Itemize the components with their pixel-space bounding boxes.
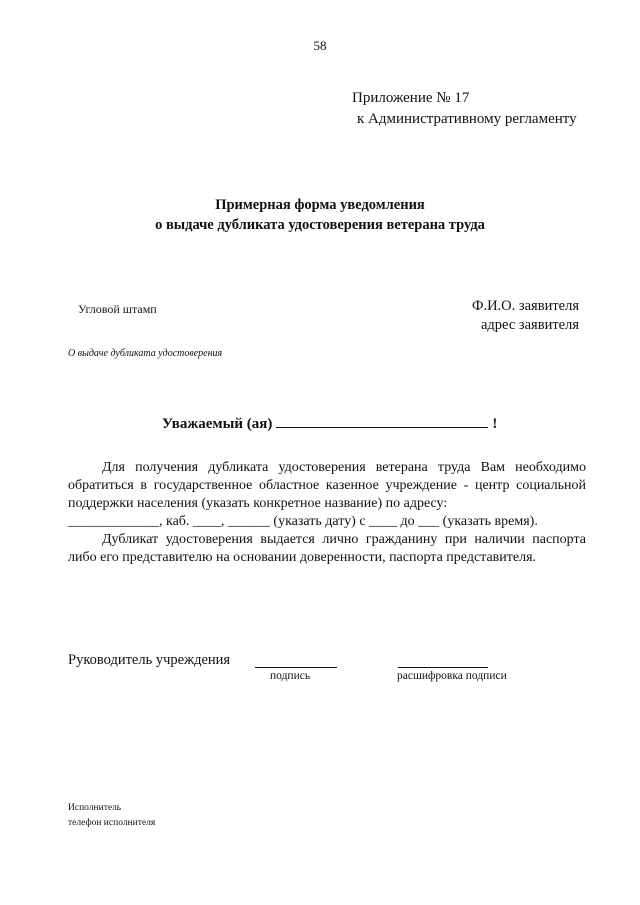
executor-footer bbox=[68, 801, 155, 831]
head-of-institution-label: Руководитель учреждения bbox=[68, 652, 231, 668]
subject-line: О выдаче дубликата удостоверения bbox=[68, 348, 223, 359]
corner-stamp-label: Угловой штамп bbox=[78, 302, 157, 316]
greeting-prefix: Уважаемый (ая) bbox=[162, 416, 273, 432]
notification-body bbox=[68, 459, 586, 567]
applicant-address-label: адрес заявителя bbox=[480, 317, 580, 333]
executor-phone-label: телефон исполнителя bbox=[68, 818, 156, 828]
body-paragraph-2: Дубликат удостоверения выдается лично гражданину при наличии паспорта либо его представителю на основании доверенности, паспорта представителя. bbox=[68, 532, 586, 565]
recipient-name-blank bbox=[276, 413, 488, 428]
applicant-name-label: Ф.И.О. заявителя bbox=[472, 298, 580, 314]
body-paragraph-1: Для получения дубликата удостоверения ветерана труда Вам необходимо обратиться в государственное областное казенное учреждение - центр социальной поддержки населения (указать конкретное название) по адресу: bbox=[68, 460, 586, 511]
greeting-suffix: ! bbox=[492, 416, 498, 432]
appendix-regulation: к Административному регламенту bbox=[357, 111, 577, 127]
executor-label: Исполнитель bbox=[68, 803, 122, 813]
title-line-1: Примерная форма уведомления bbox=[215, 197, 425, 213]
greeting bbox=[162, 413, 497, 433]
signature-line bbox=[255, 667, 337, 668]
appendix-reference bbox=[352, 88, 577, 130]
document-title bbox=[0, 195, 640, 235]
decoding-caption: расшифровка подписи bbox=[397, 670, 507, 682]
signature-caption: подпись bbox=[270, 670, 311, 682]
page-number: 58 bbox=[313, 38, 327, 53]
appendix-number: Приложение № 17 bbox=[352, 90, 470, 106]
applicant-block bbox=[472, 297, 579, 335]
body-paragraph-1-tail: _____________, каб. ____, ______ (указать дату) с ____ до ___ (указать время). bbox=[68, 514, 538, 529]
signature-decoding-line bbox=[398, 667, 488, 668]
title-line-2: о выдаче дубликата удостоверения ветерана труда bbox=[155, 217, 485, 233]
